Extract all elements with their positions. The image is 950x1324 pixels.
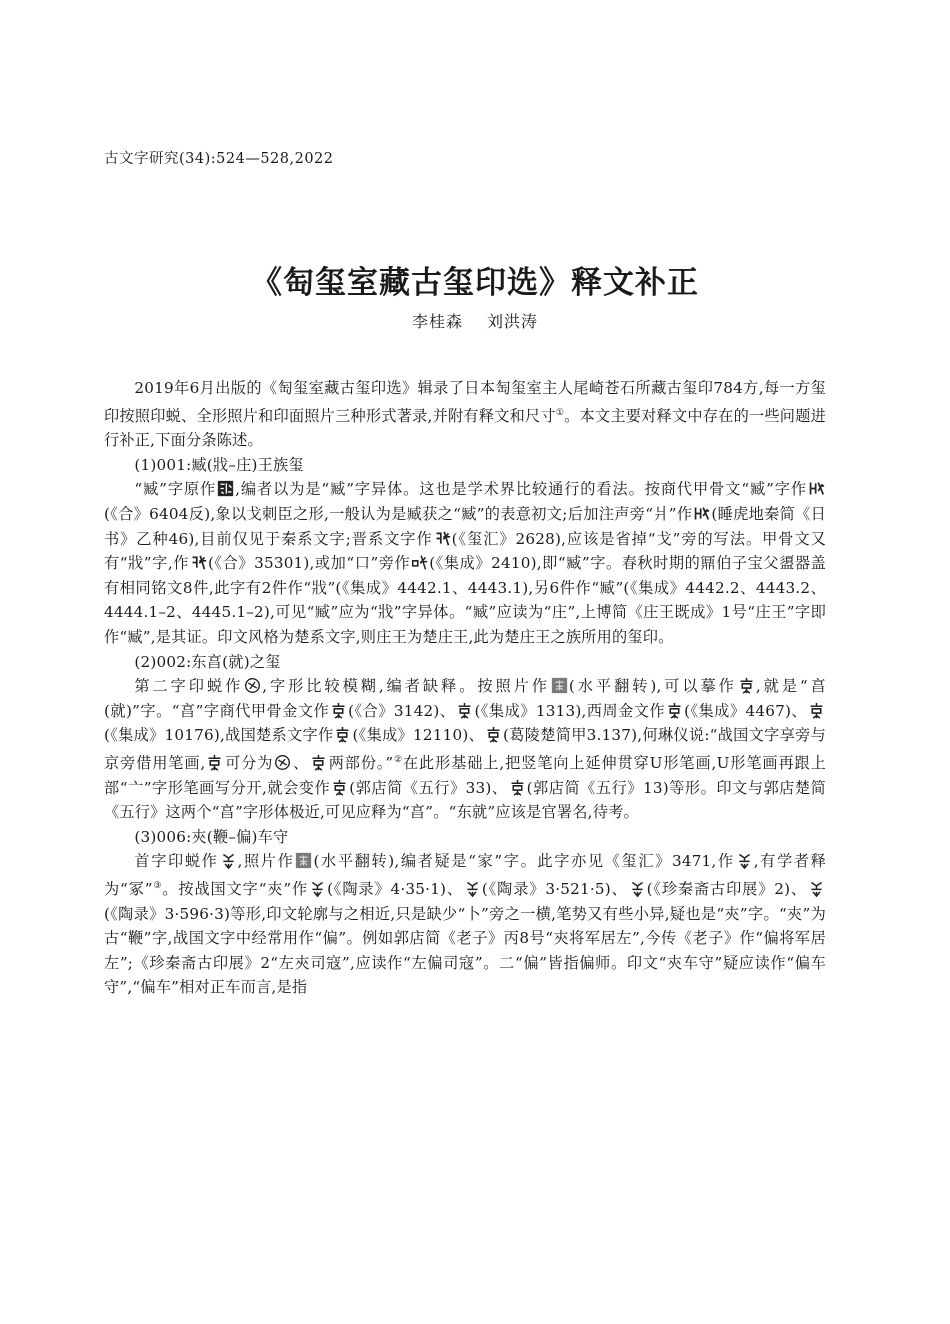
- blurry-seal-icon: [244, 677, 261, 694]
- text-run: (《集成》12110)、: [352, 726, 485, 745]
- jiu-variant-icon: [334, 726, 351, 743]
- text-run: 、: [292, 754, 310, 773]
- text-run: (睡虎地秦简《日书》乙种46),目前仅见于秦系文字;晋系文字作: [104, 505, 827, 548]
- text-run: ,字形比较模糊,编者缺释。按照片作: [262, 677, 550, 696]
- text-run: 第二字印蜕作: [134, 677, 244, 696]
- jiu-variant-icon: [485, 726, 502, 743]
- article-body: [104, 376, 826, 1000]
- text-run: (《陶录》3·521·5)、: [481, 880, 628, 899]
- pian-variant-icon: [736, 852, 753, 869]
- text-run: (《合》6404反),象以戈刺臣之形,一般认为是臧获之“臧”的表意初文;后加注声旁“爿”作: [104, 505, 693, 524]
- qin-zang-icon: [693, 505, 710, 522]
- pian-variant-icon: [464, 880, 481, 897]
- footnote-ref[interactable]: ②: [393, 754, 403, 765]
- author-name: 刘洪涛: [487, 312, 539, 331]
- text-run: 2019年6月出版的《匋玺室藏古玺印选》辑录了日本匋玺室主人尾崎苍石所藏古玺印784方,每一方玺印按照印蜕、全形照片和印面照片三种形式著录,并附有释文和尺寸: [104, 379, 826, 425]
- qiang-kou-icon: [411, 554, 428, 571]
- jiu-variant-icon: [509, 779, 526, 796]
- text-run: 首字印蜕作: [134, 852, 219, 871]
- text-run: (《集成》4467)、: [684, 701, 808, 720]
- text-run: (《集成》1313),西周金文作: [474, 701, 666, 720]
- footnote-ref[interactable]: ③: [152, 881, 163, 891]
- text-run: ,照片作: [237, 852, 295, 871]
- oracle-bone-qiang-icon: [190, 554, 207, 571]
- intro-paragraph: [104, 376, 826, 453]
- section-heading: (1)001:臧(戕–庄)王族玺: [134, 455, 304, 474]
- pian-variant-icon: [309, 880, 326, 897]
- text-run: (《珍秦斋古印展》2)、: [646, 880, 807, 899]
- text-run: (郭店简《五行》33)、: [349, 778, 508, 797]
- pian-variant-icon: [629, 880, 646, 897]
- text-run: 可分为: [224, 754, 274, 773]
- text-run: ,编者以为是“臧”字异体。这也是学术界比较通行的看法。按商代甲骨文“臧”字作: [235, 480, 807, 499]
- pian-variant-icon: [808, 880, 825, 897]
- text-run: (《陶录》3·596·3)等形,印文轮廓与之相近,只是缺少“卜”旁之一横,笔势又有些小异,疑也是“㚒”字。“㚒”为古“鞭”字,战国文字中经常用作“偏”。例如郭店简《老子》丙8号“㚒将军居左”,今传《老子》作“偏将军居左”;《珍秦斋古印展》2“左㚒司寇”,应读作“左偏司寇”。二“偏”皆指偏师。印文“㚒车守”疑应读作“偏车守”,“偏车”相对正车而言,是指: [104, 904, 826, 997]
- text-run: (《合》35301),或加“口”旁作: [208, 554, 411, 573]
- text-run: (《集成》2410),即“臧”字。春秋时期的鼏伯子宝父盨器盖有相同铭文8件,此字有2件作“戕”(《集成》4442.1、4443.1),另6件作“臧”(《集成》4442.2、4443.2、4444.1–2、4445.1–2),可见“臧”应为“戕”字异体。“臧”应读为“庄”,上博简《庄王既成》1号“庄王”字即作“臧”,是其证。印文风格为楚系文字,则庄王为楚庄王,此为楚庄王之族所用的玺印。: [104, 554, 826, 646]
- jiu-variant-icon: [330, 702, 347, 719]
- component-icon: [274, 754, 291, 771]
- jiu-variant-icon: [206, 754, 223, 771]
- component-icon: [310, 754, 327, 771]
- text-run: (《集成》10176),战国楚系文字作: [104, 726, 334, 745]
- seal-photo-icon: [551, 677, 568, 694]
- journal-citation: 古文字研究(34):524—528,2022: [104, 151, 334, 167]
- text-run: (《玺汇》2628),应该是省掉“戈”旁的写法。甲骨文又有“戕”字,作: [104, 529, 827, 573]
- text-run: 。按战国文字“㚒”作: [162, 880, 309, 899]
- text-run: (《陶录》4·35·1)、: [327, 880, 463, 899]
- text-run: 两部份。”: [328, 754, 394, 773]
- traced-jiu-icon: [738, 677, 755, 694]
- text-run: 在此形基础上,把竖笔向上延伸贯穿U形笔画,U形笔画再跟上部“亠”字形笔画写分开,就会变作: [104, 754, 826, 797]
- seal-photo-icon: [295, 852, 312, 869]
- section-paragraph: [104, 477, 826, 649]
- text-run: (水平翻转),编者疑是“家”字。此字亦见《玺汇》3471,作: [313, 852, 735, 871]
- section-paragraph: [104, 674, 826, 825]
- text-run: (水平翻转),可以摹作: [568, 677, 737, 696]
- section-heading: (3)006:㚒(鞭–偏)车守: [134, 827, 289, 846]
- footnote-ref[interactable]: ①: [555, 407, 565, 418]
- jiu-variant-icon: [808, 702, 825, 719]
- text-run: 。本文主要对释文中存在的一些问题进行补正,下面分条陈述。: [104, 406, 827, 450]
- text-run: (郭店简《五行》13)等形。印文与郭店楚简《五行》这两个“亯”字形体极近,可见应释为“亯”。“东就”应该是官署名,待考。: [104, 778, 826, 822]
- oracle-bone-zang-icon: [808, 480, 825, 497]
- jiu-variant-icon: [456, 702, 473, 719]
- text-run: “臧”字原作: [134, 480, 217, 499]
- text-run: (《合》3142)、: [348, 701, 456, 720]
- text-run: (葛陵楚简甲3.137),何琳仪说:“战国文字享旁与京旁借用笔画,: [104, 726, 826, 773]
- authors: [0, 309, 950, 332]
- jiu-variant-icon: [331, 779, 348, 796]
- pian-seal-icon: [220, 852, 237, 869]
- author-name: 李桂森: [411, 312, 463, 331]
- jin-zang-icon: [434, 530, 451, 547]
- seal-impression-icon: [217, 480, 234, 497]
- text-run: ,有学者释为“冢”: [104, 852, 827, 899]
- jiu-variant-icon: [666, 702, 683, 719]
- section-paragraph: [104, 849, 826, 1000]
- section-heading: (2)002:东亯(就)之玺: [134, 652, 281, 671]
- text-run: ,就是“亯(就)”字。“亯”字商代甲骨金文作: [104, 677, 826, 720]
- paper-title: 《匋玺室藏古玺印选》释文补正: [251, 264, 699, 301]
